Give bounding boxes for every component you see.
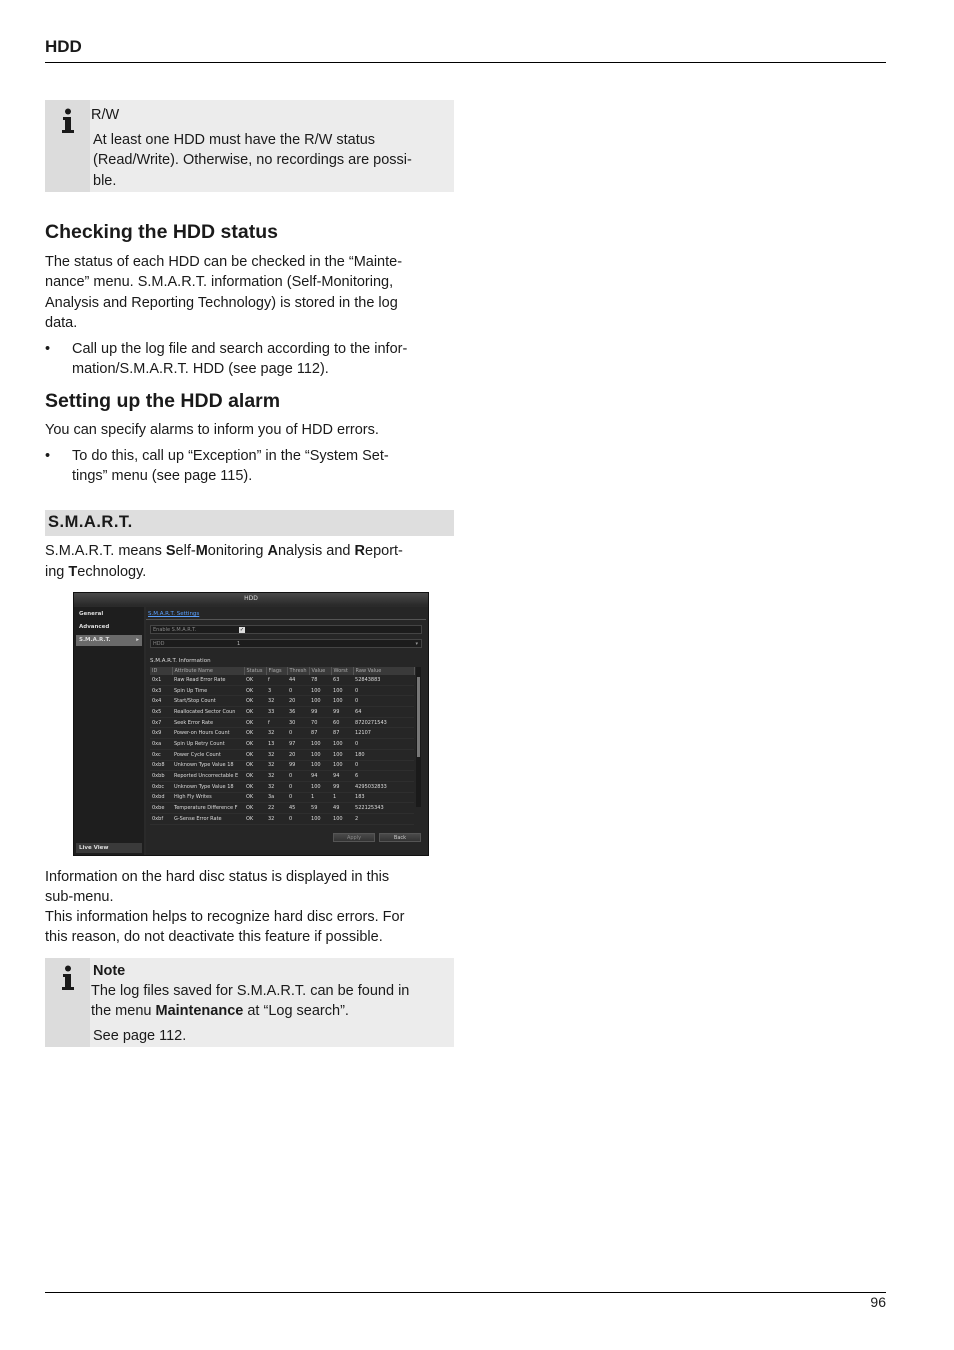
heading-checking-status: Checking the HDD status <box>45 221 278 243</box>
note-line-2 <box>91 1001 349 1021</box>
smart-intro-line-1 <box>45 541 403 561</box>
table-cell: 97 <box>287 739 309 750</box>
table-cell: 32 <box>266 813 287 824</box>
note-title: Note <box>93 963 126 979</box>
table-cell: OK <box>244 685 266 696</box>
column-header: Value <box>309 667 331 675</box>
footer-divider <box>45 1292 886 1293</box>
table-cell: OK <box>244 803 266 814</box>
table-cell: 0x3 <box>150 685 172 696</box>
bullet-dot: • <box>45 448 51 464</box>
table-cell: 52843883 <box>353 675 414 685</box>
table-cell: 0xbd <box>150 792 172 803</box>
table-cell: 0x5 <box>150 707 172 718</box>
table-cell: 20 <box>287 696 309 707</box>
table-cell: Reallocated Sector Coun <box>172 707 244 718</box>
table-cell: OK <box>244 813 266 824</box>
table-cell: 100 <box>309 685 331 696</box>
table-cell: Spin Up Time <box>172 685 244 696</box>
rw-text-line-2: (Read/Write). Otherwise, no recordings are possi- <box>93 152 412 168</box>
hdd-select-row[interactable] <box>150 639 422 648</box>
table-cell: 44 <box>287 675 309 685</box>
table-cell: 32 <box>266 749 287 760</box>
info-icon <box>60 108 76 134</box>
table-scrollbar[interactable] <box>416 667 421 807</box>
alarm-bullet-line-2: tings” menu (see page 115). <box>72 468 253 485</box>
sidebar-item-general[interactable]: General <box>79 611 104 617</box>
table-cell: Temperature Difference F <box>172 803 244 814</box>
table-cell: OK <box>244 728 266 739</box>
after-shot-line-1: Information on the hard disc status is displayed in this <box>45 869 390 885</box>
table-row <box>150 728 414 739</box>
table-cell: 0x7 <box>150 717 172 728</box>
table-cell: 0 <box>353 696 414 707</box>
after-shot-line-3: This information helps to recognize hard disc errors. For <box>45 909 405 925</box>
table-cell: 99 <box>331 781 353 792</box>
dvr-main-panel <box>146 607 428 855</box>
table-cell: 0 <box>287 781 309 792</box>
bullet-dot: • <box>45 341 51 357</box>
checking-bullet-line-1: Call up the log file and search according to the infor- <box>72 341 408 357</box>
column-header: Thresh <box>287 667 309 675</box>
info-icon <box>60 965 76 991</box>
table-cell: 3 <box>266 685 287 696</box>
table-cell: 20 <box>287 749 309 760</box>
table-cell: 0xbe <box>150 803 172 814</box>
intro-text: eport- <box>365 543 403 559</box>
checking-bullet <box>45 339 445 381</box>
sidebar-item-smart[interactable] <box>76 635 142 646</box>
table-cell: 33 <box>266 707 287 718</box>
smart-attributes-table <box>150 667 415 825</box>
table-cell: 49 <box>331 803 353 814</box>
table-cell: 0xb8 <box>150 760 172 771</box>
table-row <box>150 792 414 803</box>
table-cell: 0 <box>287 813 309 824</box>
table-cell: OK <box>244 771 266 782</box>
table-cell: 22 <box>266 803 287 814</box>
table-row <box>150 717 414 728</box>
table-cell: 32 <box>266 771 287 782</box>
table-cell: 100 <box>309 813 331 824</box>
table-row <box>150 696 414 707</box>
intro-text: echnology. <box>77 564 147 580</box>
note-line-3: See page 112. <box>93 1028 187 1044</box>
intro-text: ing <box>45 564 69 580</box>
intro-text: elf- <box>175 543 196 559</box>
table-cell: 64 <box>353 707 414 718</box>
table-cell: 3a <box>266 792 287 803</box>
table-cell: 63 <box>331 675 353 685</box>
rw-text-line-3: ble. <box>93 173 117 189</box>
table-cell: G-Sense Error Rate <box>172 813 244 824</box>
hdd-select-value: 1 <box>237 641 241 647</box>
smart-info-title: S.M.A.R.T. Information <box>150 658 211 664</box>
table-cell: 100 <box>331 696 353 707</box>
table-row <box>150 707 414 718</box>
sidebar-item-label: S.M.A.R.T. <box>79 637 111 643</box>
table-cell: 2 <box>353 813 414 824</box>
enable-smart-checkbox[interactable]: ✓ <box>239 627 245 633</box>
table-cell: 1 <box>331 792 353 803</box>
alarm-text: You can specify alarms to inform you of HDD errors. <box>45 422 379 438</box>
checking-line-1: The status of each HDD can be checked in the “Mainte- <box>45 254 403 270</box>
note-box <box>45 958 454 1047</box>
table-cell: OK <box>244 717 266 728</box>
intro-bold: A <box>267 543 278 559</box>
table-cell: 0 <box>287 685 309 696</box>
table-cell: 0 <box>287 771 309 782</box>
column-header: Status <box>244 667 266 675</box>
table-row <box>150 803 414 814</box>
table-cell: 0x1 <box>150 675 172 685</box>
checking-line-4: data. <box>45 315 78 331</box>
table-cell: 100 <box>309 749 331 760</box>
table-cell: 8720271543 <box>353 717 414 728</box>
table-row <box>150 739 414 750</box>
back-button[interactable]: Back <box>379 833 421 842</box>
table-cell: 100 <box>331 739 353 750</box>
after-shot-line-4: this reason, do not deactivate this feature if possible. <box>45 929 383 945</box>
smart-screenshot <box>73 592 429 856</box>
table-cell: OK <box>244 696 266 707</box>
table-cell: OK <box>244 675 266 685</box>
table-cell: 32 <box>266 760 287 771</box>
chevron-right-icon: ▸ <box>136 637 139 643</box>
note-line-1: The log files saved for S.M.A.R.T. can be found in <box>91 983 410 999</box>
note-text: the menu <box>91 1003 156 1019</box>
alarm-bullet-line-1: To do this, call up “Exception” in the “System Set- <box>72 448 389 464</box>
intro-bold: M <box>195 543 208 559</box>
smart-section-title: S.M.A.R.T. <box>48 513 133 531</box>
table-cell: 99 <box>309 707 331 718</box>
table-cell: 87 <box>309 728 331 739</box>
table-cell: 78 <box>309 675 331 685</box>
table-cell: Reported Uncorrectable E <box>172 771 244 782</box>
heading-hdd-alarm: Setting up the HDD alarm <box>45 390 281 412</box>
table-cell: 100 <box>331 760 353 771</box>
table-cell: 60 <box>331 717 353 728</box>
checking-bullet-line-2: mation/S.M.A.R.T. HDD (see page 112). <box>72 361 329 378</box>
table-cell: 0xbb <box>150 771 172 782</box>
table-cell: 100 <box>331 813 353 824</box>
table-cell: 180 <box>353 749 414 760</box>
dvr-sidebar <box>74 607 144 855</box>
checking-line-2: nance” menu. S.M.A.R.T. information (Self-Monitoring, <box>45 274 394 290</box>
note-bold: Maintenance <box>155 1003 244 1019</box>
table-cell: 36 <box>287 707 309 718</box>
intro-bold: T <box>68 564 78 580</box>
table-cell: 183 <box>353 792 414 803</box>
table-cell: 32 <box>266 728 287 739</box>
table-cell: 45 <box>287 803 309 814</box>
enable-smart-row[interactable] <box>150 625 422 634</box>
table-cell: 13 <box>266 739 287 750</box>
table-row <box>150 749 414 760</box>
intro-text: nalysis and <box>277 543 355 559</box>
rw-info-box <box>45 100 454 192</box>
table-cell: 0x4 <box>150 696 172 707</box>
table-cell: 0x9 <box>150 728 172 739</box>
table-row <box>150 781 414 792</box>
table-cell: 94 <box>309 771 331 782</box>
table-cell: Unknown Type Value 18 <box>172 781 244 792</box>
table-cell: 100 <box>309 739 331 750</box>
table-cell: Raw Read Error Rate <box>172 675 244 685</box>
table-cell: 32 <box>266 781 287 792</box>
table-cell: 94 <box>331 771 353 782</box>
table-cell: f <box>266 675 287 685</box>
intro-text: onitoring <box>207 543 268 559</box>
table-cell: 522125343 <box>353 803 414 814</box>
table-cell: OK <box>244 781 266 792</box>
table-cell: 87 <box>331 728 353 739</box>
table-cell: f <box>266 717 287 728</box>
page-number: 96 <box>870 1294 886 1310</box>
hdd-select-label: HDD <box>153 641 165 647</box>
table-cell: 100 <box>309 760 331 771</box>
table-cell: 100 <box>309 781 331 792</box>
table-cell: 0xbf <box>150 813 172 824</box>
table-cell: 0 <box>287 792 309 803</box>
table-cell: 59 <box>309 803 331 814</box>
table-cell: 30 <box>287 717 309 728</box>
table-cell: 70 <box>309 717 331 728</box>
chevron-down-icon: ▾ <box>415 641 418 647</box>
table-cell: Seek Error Rate <box>172 717 244 728</box>
header-divider <box>45 62 886 63</box>
live-view-button[interactable]: Live View <box>76 843 142 853</box>
table-cell: 12107 <box>353 728 414 739</box>
tab-bar <box>146 611 426 620</box>
table-cell: 0 <box>287 728 309 739</box>
rw-label: R/W <box>91 107 120 123</box>
table-cell: 100 <box>309 696 331 707</box>
intro-bold: R <box>354 543 365 559</box>
table-cell: OK <box>244 739 266 750</box>
table-cell: 100 <box>331 749 353 760</box>
column-header: Flags <box>266 667 287 675</box>
scrollbar-thumb[interactable] <box>417 677 420 757</box>
column-header: Attribute Name <box>172 667 244 675</box>
smart-section-bar <box>45 510 454 536</box>
table-cell: Start/Stop Count <box>172 696 244 707</box>
table-cell: OK <box>244 792 266 803</box>
table-row <box>150 685 414 696</box>
table-row <box>150 771 414 782</box>
table-cell: 0 <box>353 685 414 696</box>
note-text: at “Log search”. <box>243 1003 349 1019</box>
table-cell: 0xc <box>150 749 172 760</box>
column-header: ID <box>150 667 172 675</box>
table-cell: 0xbc <box>150 781 172 792</box>
table-cell: OK <box>244 760 266 771</box>
table-cell: 0xa <box>150 739 172 750</box>
alarm-bullet <box>45 446 445 488</box>
table-cell: OK <box>244 749 266 760</box>
smart-intro-line-2 <box>45 562 146 582</box>
dvr-window-title: HDD <box>74 593 428 605</box>
table-cell: 6 <box>353 771 414 782</box>
table-cell: 99 <box>331 707 353 718</box>
rw-text-line-1: At least one HDD must have the R/W status <box>93 132 376 148</box>
table-body <box>150 675 414 824</box>
tab-smart-settings[interactable]: S.M.A.R.T. Settings <box>148 611 200 617</box>
table-cell: Unknown Type Value 18 <box>172 760 244 771</box>
table-cell: Spin Up Retry Count <box>172 739 244 750</box>
table-cell: 0 <box>353 739 414 750</box>
checking-line-3: Analysis and Reporting Technology) is stored in the log <box>45 295 398 311</box>
table-row <box>150 675 414 685</box>
table-cell: 99 <box>287 760 309 771</box>
table-cell: Power Cycle Count <box>172 749 244 760</box>
sidebar-item-advanced[interactable]: Advanced <box>79 624 110 630</box>
table-cell: OK <box>244 707 266 718</box>
after-shot-line-2: sub-menu. <box>45 889 114 905</box>
table-cell: 1 <box>309 792 331 803</box>
apply-button[interactable]: Apply <box>333 833 375 842</box>
table-cell: 32 <box>266 696 287 707</box>
enable-smart-label: Enable S.M.A.R.T. <box>153 627 197 633</box>
table-row <box>150 813 414 824</box>
table-cell: 100 <box>331 685 353 696</box>
intro-text: S.M.A.R.T. means <box>45 543 166 559</box>
column-header: Raw Value <box>353 667 414 675</box>
table-cell: 4295032833 <box>353 781 414 792</box>
table-header-row <box>150 667 414 675</box>
table-cell: 0 <box>353 760 414 771</box>
column-header: Worst <box>331 667 353 675</box>
table-cell: High Fly Writes <box>172 792 244 803</box>
table-cell: Power-on Hours Count <box>172 728 244 739</box>
table-row <box>150 760 414 771</box>
intro-bold: S <box>165 543 176 559</box>
page-header-title: HDD <box>45 37 82 56</box>
